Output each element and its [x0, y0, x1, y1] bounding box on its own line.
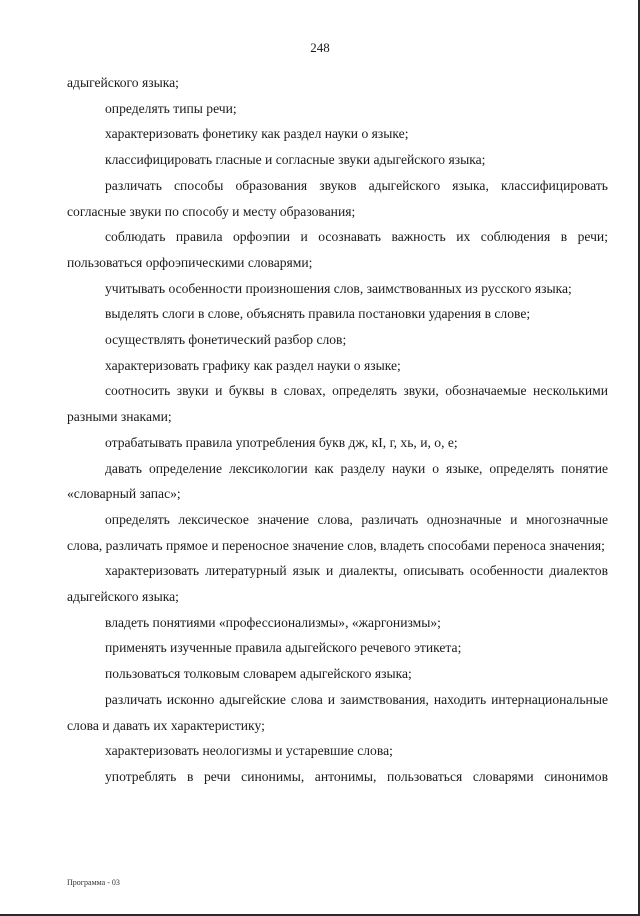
paragraph: адыгейского языка;: [67, 75, 179, 90]
paragraph: отрабатывать правила употребления букв дж, кӀ, г, хь, и, о, е;: [105, 434, 458, 450]
paragraph: соблюдать правила орфоэпии и осознавать важность их соблюдения в речи; пользоваться орфоэпическими словарями;: [67, 229, 608, 270]
paragraph: выделять слоги в слове, объяснять правила постановки ударения в слове;: [105, 306, 531, 322]
page-number: 248: [310, 40, 330, 55]
footer-label: Программа - 03: [67, 878, 120, 887]
paragraph: соотносить звуки и буквы в словах, определять звуки, обозначаемые несколькими разными знаками;: [67, 383, 608, 425]
paragraph: определять лексическое значение слова, различать однозначные и многозначные слова, различать прямое и переносное значение слов, владеть способами переноса значения;: [67, 511, 608, 553]
paragraph: учитывать особенности произношения слов, заимствованных из русского языка;: [105, 280, 572, 296]
paragraph: различать исконно адыгейские слова и заимствования, находить интернациональные слова и давать их характеристику;: [67, 691, 608, 733]
paragraph: различать способы образования звуков адыгейского языка, классифицировать согласные звуки по способу и месту образования;: [67, 177, 608, 219]
paragraph: владеть понятиями «профессионализмы», «жаргонизмы»;: [105, 614, 441, 630]
paragraph: классифицировать гласные и согласные звуки адыгейского языка;: [105, 152, 486, 168]
paragraph: определять типы речи;: [105, 100, 237, 116]
paragraph: употреблять в речи синонимы, антонимы, пользоваться словарями синонимов: [105, 768, 608, 784]
document-body: [67, 70, 608, 790]
paragraph: характеризовать фонетику как раздел науки о языке;: [105, 126, 409, 142]
paragraph: осуществлять фонетический разбор слов;: [105, 332, 347, 348]
paragraph: характеризовать литературный язык и диалекты, описывать особенности диалектов адыгейского языка;: [67, 563, 608, 605]
paragraph: применять изученные правила адыгейского речевого этикета;: [105, 640, 462, 656]
paragraph: характеризовать графику как раздел науки о языке;: [105, 357, 401, 373]
paragraph: пользоваться толковым словарем адыгейского языка;: [105, 666, 412, 682]
paragraph: давать определение лексикологии как разделу науки о языке, определять понятие «словарный запас»;: [67, 460, 608, 502]
paragraph: характеризовать неологизмы и устаревшие слова;: [105, 743, 393, 759]
